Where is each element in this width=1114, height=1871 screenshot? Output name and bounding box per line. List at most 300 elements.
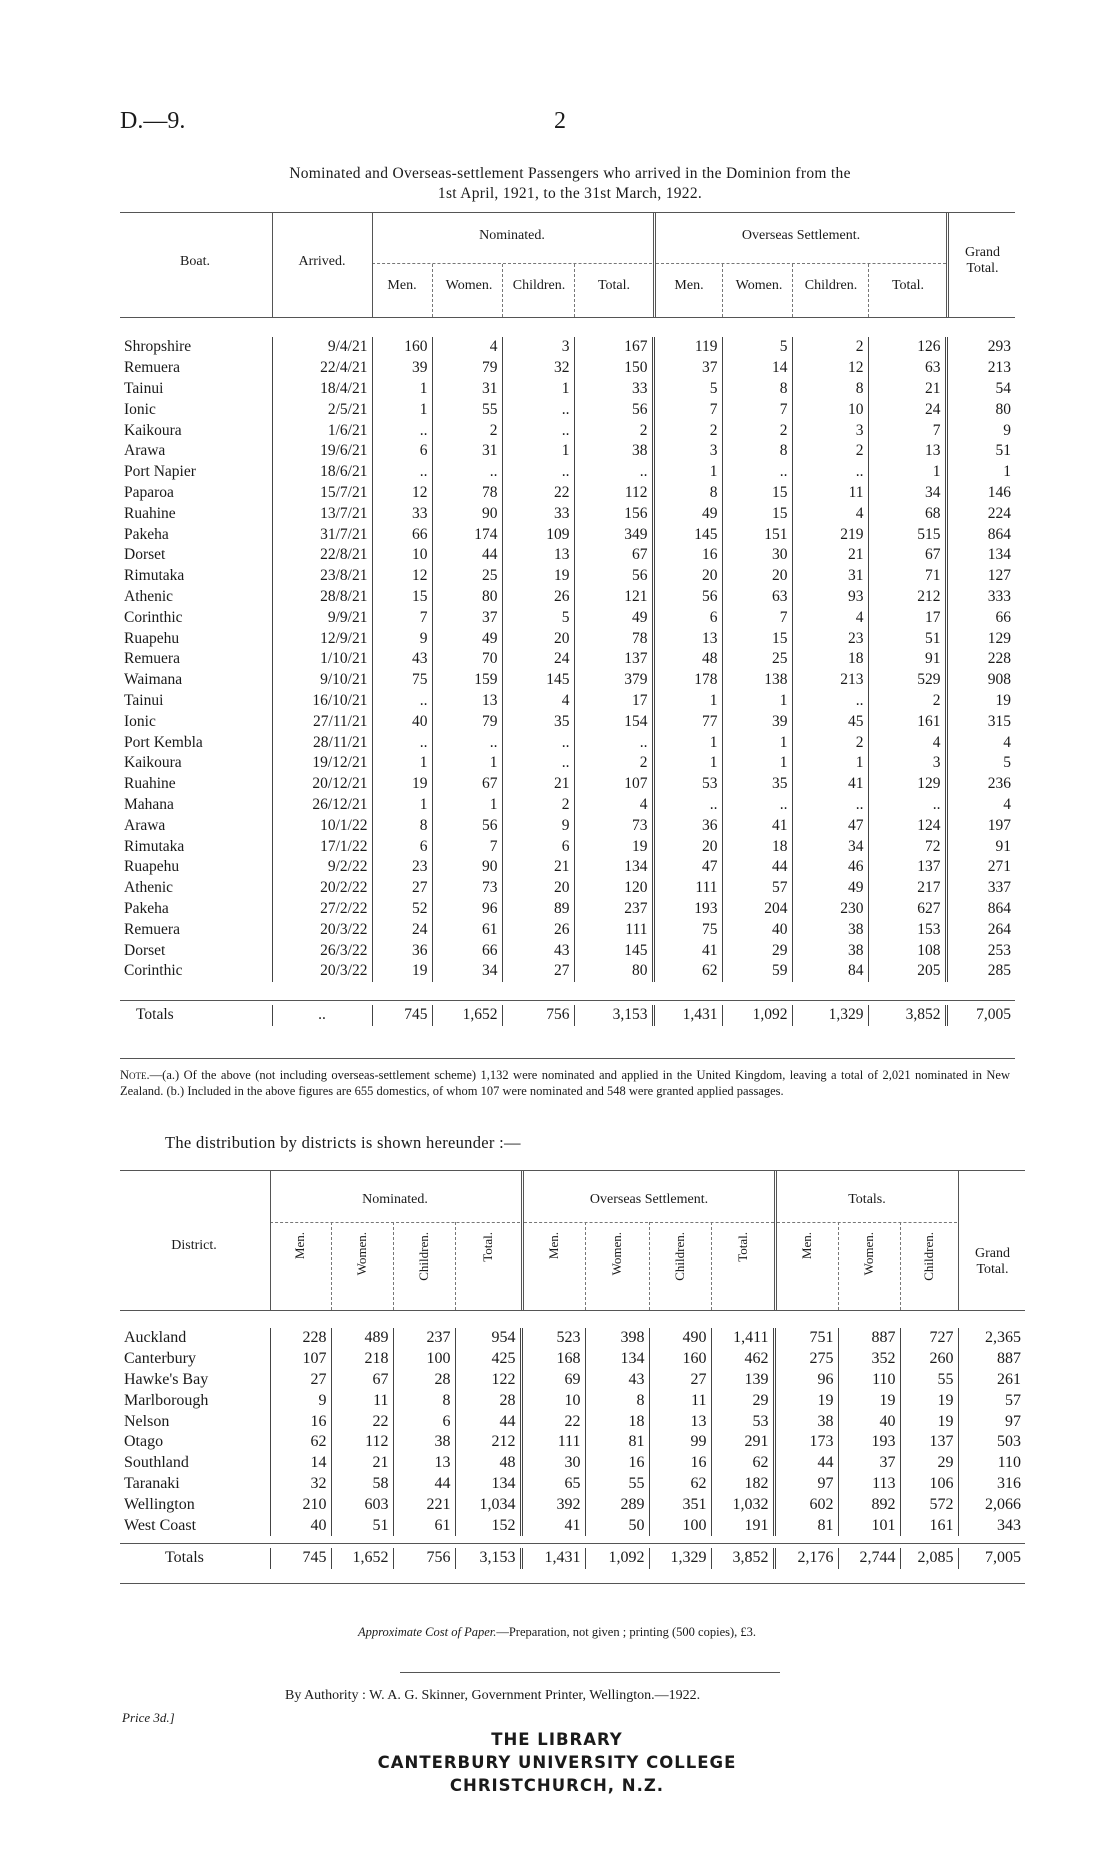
table-cell: 81 xyxy=(774,1515,838,1536)
table-cell: 6 xyxy=(653,607,722,628)
table-row xyxy=(120,524,1015,545)
table-cell: 2 xyxy=(653,420,722,441)
table-cell: 43 xyxy=(585,1370,649,1391)
table-cell: 337 xyxy=(946,878,1015,899)
table-cell: 45 xyxy=(792,711,868,732)
table-cell: .. xyxy=(722,462,792,483)
boat-name: Athenic xyxy=(124,587,174,605)
boat-name: Ruahine xyxy=(124,504,176,522)
table-cell: 56 xyxy=(574,399,653,420)
table-cell: 33 xyxy=(502,503,574,524)
table-cell: 490 xyxy=(649,1328,711,1349)
arrived-date: 31/7/21 xyxy=(272,524,372,545)
table-cell: 65 xyxy=(521,1474,585,1495)
boat-name: Tainui xyxy=(124,379,164,397)
table-cell: 36 xyxy=(372,940,432,961)
table-cell: 10 xyxy=(372,545,432,566)
boat-name: Dorset xyxy=(124,941,166,959)
district-name: Southland xyxy=(124,1454,189,1472)
table-cell: 26 xyxy=(502,587,574,608)
col-grand-total: Grand Total. xyxy=(965,245,1000,276)
table-cell: 392 xyxy=(521,1494,585,1515)
table-cell: 24 xyxy=(372,919,432,940)
table-cell: 13 xyxy=(649,1411,711,1432)
table-cell: 51 xyxy=(331,1515,393,1536)
table-cell: 79 xyxy=(432,358,502,379)
table-cell: 34 xyxy=(432,961,502,982)
table-row xyxy=(120,691,1015,712)
table-cell: 108 xyxy=(868,940,946,961)
table-cell: 66 xyxy=(372,524,432,545)
table-cell: 75 xyxy=(653,919,722,940)
table-cell: 145 xyxy=(502,670,574,691)
table-cell: 864 xyxy=(946,899,1015,920)
district-row xyxy=(120,1453,1025,1474)
table-cell: 37 xyxy=(432,607,502,628)
table-cell: 212 xyxy=(455,1432,521,1453)
col-boat: Boat. xyxy=(180,254,210,269)
table-cell: 17 xyxy=(574,691,653,712)
table-cell: 49 xyxy=(432,628,502,649)
group-nominated: Nominated. xyxy=(479,228,545,243)
table-cell: 2 xyxy=(792,441,868,462)
table-row xyxy=(120,337,1015,358)
table-cell: 204 xyxy=(722,899,792,920)
table-row xyxy=(120,732,1015,753)
table-cell: 90 xyxy=(432,857,502,878)
table-cell: 230 xyxy=(792,899,868,920)
table-cell: 2,365 xyxy=(958,1328,1025,1349)
table-cell: 41 xyxy=(653,940,722,961)
library-stamp-line-3: CHRISTCHURCH, N.Z. xyxy=(449,1776,665,1795)
table-cell: 29 xyxy=(722,940,792,961)
table-cell: 271 xyxy=(946,857,1015,878)
price: Price 3d.] xyxy=(122,1710,175,1725)
table-cell: 16 xyxy=(653,545,722,566)
table-cell: 4 xyxy=(868,732,946,753)
table-cell: 12 xyxy=(792,358,868,379)
arrived-date: 19/12/21 xyxy=(272,753,372,774)
table-cell: 1 xyxy=(946,462,1015,483)
table-cell: 154 xyxy=(574,711,653,732)
table-cell: 111 xyxy=(653,878,722,899)
table-cell: 124 xyxy=(868,815,946,836)
table-cell: 168 xyxy=(521,1349,585,1370)
table-cell: 217 xyxy=(868,878,946,899)
table-cell: 27 xyxy=(502,961,574,982)
table-cell: 210 xyxy=(270,1494,331,1515)
table-cell: 56 xyxy=(574,566,653,587)
table-cell: 24 xyxy=(868,399,946,420)
table-cell: 21 xyxy=(792,545,868,566)
table-cell: 4 xyxy=(792,607,868,628)
table-cell: 3 xyxy=(792,420,868,441)
table-cell: 351 xyxy=(649,1494,711,1515)
table-cell: 137 xyxy=(574,649,653,670)
table-row xyxy=(120,587,1015,608)
table-cell: 6 xyxy=(502,836,574,857)
arrived-date: 20/12/21 xyxy=(272,774,372,795)
table-cell: 8 xyxy=(722,379,792,400)
arrived-date: 26/3/22 xyxy=(272,940,372,961)
table-cell: 2 xyxy=(432,420,502,441)
table-cell: 97 xyxy=(958,1411,1025,1432)
table-cell: 16 xyxy=(649,1453,711,1474)
library-stamp-line-1: THE LIBRARY xyxy=(491,1730,623,1749)
table-cell: 20 xyxy=(722,566,792,587)
table-cell: 1 xyxy=(722,691,792,712)
table-cell: 193 xyxy=(653,899,722,920)
title-line-1: Nominated and Overseas-settlement Passengers who arrived in the Dominion from the xyxy=(289,165,851,182)
table-cell: 32 xyxy=(502,358,574,379)
table-cell: 37 xyxy=(838,1453,900,1474)
table-cell: 1 xyxy=(502,441,574,462)
table-cell: 237 xyxy=(574,899,653,920)
table-cell: 62 xyxy=(649,1474,711,1495)
table-cell: 49 xyxy=(653,503,722,524)
table-row xyxy=(120,649,1015,670)
t2-sub-children-os: Children. xyxy=(672,1232,687,1281)
table-cell: 134 xyxy=(585,1349,649,1370)
table-cell: 44 xyxy=(774,1453,838,1474)
t2-sub-women-os: Women. xyxy=(609,1232,624,1276)
table-cell: 100 xyxy=(649,1515,711,1536)
table-cell: 197 xyxy=(946,815,1015,836)
table-cell: 161 xyxy=(868,711,946,732)
table-cell: 38 xyxy=(792,919,868,940)
table-cell: 3 xyxy=(502,337,574,358)
table-cell: .. xyxy=(574,462,653,483)
table-cell: .. xyxy=(372,462,432,483)
table-cell: 237 xyxy=(393,1328,455,1349)
table-cell: 15 xyxy=(372,587,432,608)
table-cell: 41 xyxy=(792,774,868,795)
table-cell: 127 xyxy=(946,566,1015,587)
district-totals xyxy=(120,1548,1025,1569)
table-cell: 73 xyxy=(574,815,653,836)
table-cell: 36 xyxy=(653,815,722,836)
table-cell: 1 xyxy=(372,753,432,774)
district-row xyxy=(120,1494,1025,1515)
boat-name: Corinthic xyxy=(124,962,183,980)
table-cell: 4 xyxy=(946,795,1015,816)
district-row xyxy=(120,1432,1025,1453)
table-cell: 134 xyxy=(455,1474,521,1495)
table2-header xyxy=(120,1170,1025,1310)
table-cell: 1 xyxy=(372,795,432,816)
table-cell: 67 xyxy=(868,545,946,566)
table-cell: 1 xyxy=(372,379,432,400)
table-cell: 6 xyxy=(372,441,432,462)
table-cell: 191 xyxy=(711,1515,774,1536)
table-cell: 101 xyxy=(838,1515,900,1536)
table-cell: 1,411 xyxy=(711,1328,774,1349)
table-cell: 126 xyxy=(868,337,946,358)
table-cell: 19 xyxy=(900,1411,958,1432)
table-cell: 52 xyxy=(372,899,432,920)
table-cell: .. xyxy=(502,753,574,774)
table-cell: 59 xyxy=(722,961,792,982)
table-cell: 21 xyxy=(868,379,946,400)
table-cell: 90 xyxy=(432,503,502,524)
table-cell: 315 xyxy=(946,711,1015,732)
sub-women-os: Women. xyxy=(735,278,783,293)
table-cell: 38 xyxy=(774,1411,838,1432)
page-number: 2 xyxy=(554,108,566,134)
table-cell: 150 xyxy=(574,358,653,379)
table-cell: 8 xyxy=(722,441,792,462)
arrived-date: 9/2/22 xyxy=(272,857,372,878)
district-table xyxy=(120,1328,1025,1536)
table-row xyxy=(120,961,1015,982)
table-cell: 2 xyxy=(868,691,946,712)
table-cell: 78 xyxy=(432,483,502,504)
table-cell: 14 xyxy=(270,1453,331,1474)
arrived-date: 1/6/21 xyxy=(272,420,372,441)
table-cell: .. xyxy=(502,732,574,753)
table-cell: 111 xyxy=(574,919,653,940)
table-cell: 137 xyxy=(900,1432,958,1453)
table-cell: 316 xyxy=(958,1474,1025,1495)
table-row xyxy=(120,878,1015,899)
table-cell: 31 xyxy=(432,379,502,400)
sub-children: Children. xyxy=(512,278,566,293)
table-row xyxy=(120,607,1015,628)
table-cell: 32 xyxy=(270,1474,331,1495)
district-row xyxy=(120,1515,1025,1536)
table-cell: 349 xyxy=(574,524,653,545)
table-cell: 19 xyxy=(574,836,653,857)
table-row xyxy=(120,795,1015,816)
table-cell: 112 xyxy=(331,1432,393,1453)
table-cell: 1 xyxy=(653,462,722,483)
boat-name: Waimana xyxy=(124,671,183,689)
table-cell: 44 xyxy=(393,1474,455,1495)
table-cell: 178 xyxy=(653,670,722,691)
table-row xyxy=(120,503,1015,524)
table-cell: 19 xyxy=(502,566,574,587)
arrived-date: 20/2/22 xyxy=(272,878,372,899)
arrived-date: 26/12/21 xyxy=(272,795,372,816)
table-cell: 887 xyxy=(838,1328,900,1349)
arrived-date: 19/6/21 xyxy=(272,441,372,462)
boat-name: Port Kembla xyxy=(124,733,203,751)
table-cell: 71 xyxy=(868,566,946,587)
arrived-date: 9/9/21 xyxy=(272,607,372,628)
table-cell: 12 xyxy=(372,566,432,587)
table-cell: 30 xyxy=(521,1453,585,1474)
table-row xyxy=(120,566,1015,587)
col-district: District. xyxy=(171,1238,217,1253)
table-cell: 100 xyxy=(393,1349,455,1370)
table-cell: .. xyxy=(502,420,574,441)
table-cell: 23 xyxy=(372,857,432,878)
table-cell: 489 xyxy=(331,1328,393,1349)
table-cell: 112 xyxy=(574,483,653,504)
group-overseas: Overseas Settlement. xyxy=(741,228,861,243)
title-line-2: 1st April, 1921, to the 31st March, 1922. xyxy=(437,185,703,202)
table-cell: 253 xyxy=(946,940,1015,961)
table-cell: 160 xyxy=(372,337,432,358)
table-cell: 892 xyxy=(838,1494,900,1515)
table-cell: 8 xyxy=(393,1390,455,1411)
table-cell: .. xyxy=(653,795,722,816)
table-cell: 352 xyxy=(838,1349,900,1370)
table-cell: 22 xyxy=(521,1411,585,1432)
table-cell: 219 xyxy=(792,524,868,545)
table-cell: 49 xyxy=(792,878,868,899)
t2-sub-men: Men. xyxy=(292,1232,307,1260)
table-cell: 67 xyxy=(331,1370,393,1391)
arrived-date: 28/11/21 xyxy=(272,732,372,753)
table-cell: 28 xyxy=(393,1370,455,1391)
table-cell: 15 xyxy=(722,628,792,649)
table-cell: 113 xyxy=(838,1474,900,1495)
table-cell: 6 xyxy=(393,1411,455,1432)
table-cell: 15 xyxy=(722,483,792,504)
table-cell: 41 xyxy=(521,1515,585,1536)
table-cell: 58 xyxy=(331,1474,393,1495)
arrived-date: 27/11/21 xyxy=(272,711,372,732)
table-cell: 1 xyxy=(792,753,868,774)
table-cell: 7 xyxy=(722,607,792,628)
table-cell: 19 xyxy=(946,691,1015,712)
table-cell: 159 xyxy=(432,670,502,691)
table-cell: 160 xyxy=(649,1349,711,1370)
table-row xyxy=(120,919,1015,940)
table-cell: 13 xyxy=(502,545,574,566)
table-cell: 19 xyxy=(372,961,432,982)
table-cell: 28 xyxy=(455,1390,521,1411)
table-cell: 151 xyxy=(722,524,792,545)
table-cell: 2 xyxy=(502,795,574,816)
table-cell: 63 xyxy=(722,587,792,608)
t2-sub-children: Children. xyxy=(416,1232,431,1281)
table-cell: 1 xyxy=(432,753,502,774)
table-cell: 727 xyxy=(900,1328,958,1349)
table-row xyxy=(120,857,1015,878)
table-cell: 54 xyxy=(946,379,1015,400)
arrived-date: 9/4/21 xyxy=(272,337,372,358)
table-cell: 129 xyxy=(868,774,946,795)
table-cell: 106 xyxy=(900,1474,958,1495)
table-cell: 18 xyxy=(792,649,868,670)
table-cell: 24 xyxy=(502,649,574,670)
table-cell: 91 xyxy=(868,649,946,670)
table-cell: 78 xyxy=(574,628,653,649)
district-name: Auckland xyxy=(124,1329,187,1347)
table-cell: 40 xyxy=(270,1515,331,1536)
table-cell: 20 xyxy=(653,836,722,857)
table-cell: 19 xyxy=(774,1390,838,1411)
table-cell: 96 xyxy=(432,899,502,920)
table-cell: 864 xyxy=(946,524,1015,545)
table-cell: 182 xyxy=(711,1474,774,1495)
table-row xyxy=(120,462,1015,483)
table-cell: 205 xyxy=(868,961,946,982)
table-cell: .. xyxy=(574,732,653,753)
arrived-date: 17/1/22 xyxy=(272,836,372,857)
table-cell: 55 xyxy=(432,399,502,420)
district-row xyxy=(120,1411,1025,1432)
table-cell: 15 xyxy=(722,503,792,524)
table-cell: .. xyxy=(792,691,868,712)
table-cell: 261 xyxy=(958,1370,1025,1391)
table-row xyxy=(120,815,1015,836)
sub-total: Total. xyxy=(597,278,631,293)
district-totals-row: Totals 745 1,652 756 3,153 1,431 1,092 1,329 3,852 2,176 2,744 2,085 7,005 xyxy=(120,1548,1025,1569)
table1-header xyxy=(120,212,1015,317)
t2-sub-total-os: Total. xyxy=(735,1232,750,1262)
table-cell: .. xyxy=(502,399,574,420)
table-cell: 18 xyxy=(722,836,792,857)
table-cell: 16 xyxy=(270,1411,331,1432)
table-cell: 20 xyxy=(502,878,574,899)
passenger-totals xyxy=(120,1005,1015,1026)
table-cell: 153 xyxy=(868,919,946,940)
table-cell: 129 xyxy=(946,628,1015,649)
table-cell: 44 xyxy=(722,857,792,878)
table-cell: 120 xyxy=(574,878,653,899)
table-cell: 77 xyxy=(653,711,722,732)
table-cell: 224 xyxy=(946,503,1015,524)
table-row xyxy=(120,753,1015,774)
table-cell: 22 xyxy=(502,483,574,504)
table-cell: 93 xyxy=(792,587,868,608)
table-cell: 379 xyxy=(574,670,653,691)
table-cell: 4 xyxy=(502,691,574,712)
table-cell: .. xyxy=(432,462,502,483)
table-cell: 119 xyxy=(653,337,722,358)
table-row xyxy=(120,670,1015,691)
table-cell: 81 xyxy=(585,1432,649,1453)
arrived-date: 13/7/21 xyxy=(272,503,372,524)
table-cell: 35 xyxy=(502,711,574,732)
cost-line: Approximate Cost of Paper.—Preparation, not given ; printing (500 copies), £3. xyxy=(357,1625,757,1639)
table-cell: 572 xyxy=(900,1494,958,1515)
t2-sub-total: Total. xyxy=(480,1232,495,1262)
district-name: Nelson xyxy=(124,1412,170,1430)
table-cell: 3 xyxy=(653,441,722,462)
table-cell: 37 xyxy=(653,358,722,379)
totals-row: Totals .. 745 1,652 756 3,153 1,431 1,092 1,329 3,852 7,005 xyxy=(120,1005,1015,1026)
table-cell: 56 xyxy=(653,587,722,608)
arrived-date: 2/5/21 xyxy=(272,399,372,420)
table-cell: 260 xyxy=(900,1349,958,1370)
sub-men: Men. xyxy=(387,278,417,293)
table-cell: 289 xyxy=(585,1494,649,1515)
arrived-date: 27/2/22 xyxy=(272,899,372,920)
t2-group-nominated: Nominated. xyxy=(362,1192,428,1207)
table-cell: 1 xyxy=(653,691,722,712)
table-cell: 462 xyxy=(711,1349,774,1370)
table-cell: 2 xyxy=(722,420,792,441)
arrived-date: 20/3/22 xyxy=(272,919,372,940)
table-cell: 213 xyxy=(946,358,1015,379)
table-row xyxy=(120,899,1015,920)
boat-name: Rimutaka xyxy=(124,837,185,855)
table-cell: 35 xyxy=(722,774,792,795)
arrived-date: 18/4/21 xyxy=(272,379,372,400)
table-cell: 44 xyxy=(432,545,502,566)
table-cell: 14 xyxy=(722,358,792,379)
arrived-date: 20/3/22 xyxy=(272,961,372,982)
table-cell: 16 xyxy=(585,1453,649,1474)
table-cell: 7 xyxy=(722,399,792,420)
table-cell: 11 xyxy=(792,483,868,504)
table-cell: 62 xyxy=(711,1453,774,1474)
table-cell: 70 xyxy=(432,649,502,670)
